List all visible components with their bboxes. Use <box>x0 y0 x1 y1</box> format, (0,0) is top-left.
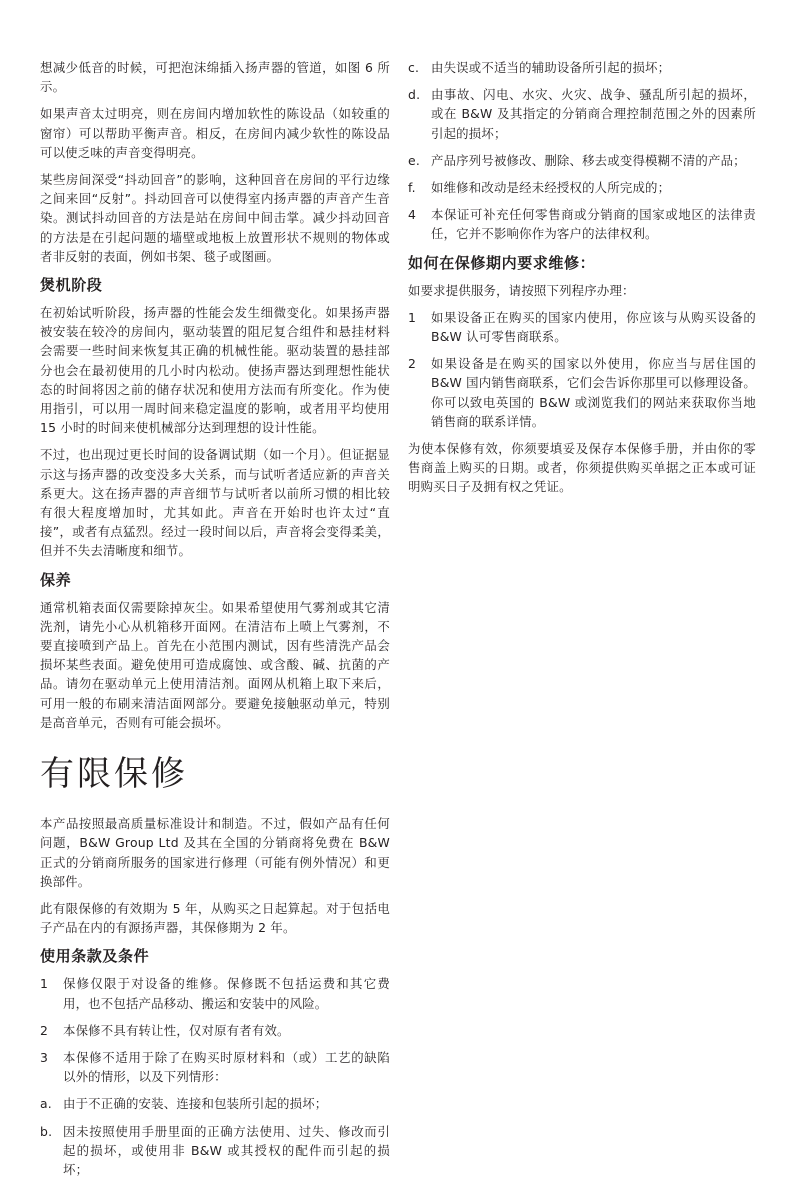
list-item-text: 如果设备正在购买的国家内使用，你应该与从购买设备的 B&W 认可零售商联系。 <box>431 309 756 345</box>
terms-list-continued <box>408 58 756 244</box>
list-item <box>408 85 756 143</box>
paragraph-closing: 为使本保修有效，你须要填妥及保存本保修手册，并由你的零售商盖上购买的日期。或者，你须提供购买单据之正本或可证明购买日子及拥有权之凭证。 <box>408 441 756 495</box>
paragraph-foam-bung: 想减少低音的时候，可把泡沫绵插入扬声器的管道，如图 6 所示。 <box>40 60 390 95</box>
paragraph-flutter-echo: 某些房间深受“抖动回音”的影响，这种回音在房间的平行边缘之间来回“反射”。抖动回音可以使得室内扬声器的声音产生音染。测试抖动回音的方法是站在房间中间击掌。减少抖动回音的方法是在引起问题的墙壁或地板上放置形状不规则的物体或者非反射的表面，例如书架、毯子或图画。 <box>40 172 390 264</box>
list-item-text: 如果设备是在购买的国家以外使用，你应当与居住国的 B&W 国内销售商联系，它们会告诉你那里可以修理设备。你可以致电英国的 B&W 或浏览我们的网站来获取你当地销售商的联系详情。 <box>431 356 756 429</box>
list-item-text: 本保证可补充任何零售商或分销商的国家或地区的法律责任，它并不影响你作为客户的法律权利。 <box>431 207 756 242</box>
list-marker: b. <box>40 1123 53 1139</box>
list-marker: c. <box>408 60 420 75</box>
list-marker: 1 <box>408 309 417 325</box>
list-marker: 4 <box>408 207 417 223</box>
list-marker: 2 <box>408 356 417 372</box>
paragraph-bright-sound: 如果声音太过明亮，则在房间内增加软性的陈设品（如较重的窗帘）可以帮助平衡声音。相反，在房间内减少软性的陈设品可以使乏味的声音变得明亮。 <box>40 106 390 160</box>
right-column <box>408 58 756 505</box>
list-item <box>408 151 756 170</box>
list-item <box>408 58 756 77</box>
list-marker: f. <box>408 180 416 196</box>
list-item <box>408 354 756 431</box>
claim-steps-list <box>408 308 756 431</box>
paragraph-burn-in-1: 在初始试听阶段，扬声器的性能会发生细微变化。如果扬声器被安装在较冷的房间内，驱动装置的阻尼复合组件和悬挂材料会需要一些时间来恢复其正确的机械性能。驱动装置的悬挂部分也会在最初使用的几小时内松动。使扬声器达到理想性能状态的时间将因之前的储存状况和使用方法而有所变化。作为使用指引，可以用一周时间来稳定温度的影响，或者用平均使用 15 小时的时间来使机械部分达到理想的设计性能。 <box>40 305 390 436</box>
heading-burn-in: 煲机阶段 <box>40 276 103 295</box>
terms-list <box>40 974 390 1179</box>
list-item-text: 保修仅限于对设备的维修。保修既不包括运费和其它费用，也不包括产品移动、搬运和安装中的风险。 <box>63 976 390 1011</box>
list-item <box>408 205 756 243</box>
paragraph-warranty-2: 此有限保修的有效期为 5 年，从购买之日起算起。对于包括电子产品在内的有源扬声器，其保修期为 2 年。 <box>40 900 390 936</box>
list-item-text: 本保修不具有转让性，仅对原有者有效。 <box>63 1022 290 1038</box>
paragraph-care: 通常机箱表面仅需要除掉灰尘。如果希望使用气雾剂或其它清洗剂，请先小心从机箱移开面网。在清洁布上喷上气雾剂，不要直接喷到产品上。首先在小范围内测试，因有些清洗产品会损坏某些表面。避免使用可造成腐蚀、或含酸、碱、抗菌的产品。请勿在驱动单元上使用清洁剂。面网从机箱上取下来后，可用一般的布刷来清洁面网部分。要避免接触驱动单元，特别是高音单元，否则有可能会损坏。 <box>40 599 390 730</box>
list-item-text: 本保修不适用于除了在购买时原材料和（或）工艺的缺陷以外的情形，以及下列情形： <box>63 1049 390 1085</box>
list-item-text: 产品序列号被修改、删除、移去或变得模糊不清的产品； <box>431 152 746 168</box>
list-item <box>408 308 756 346</box>
paragraph-claim-intro: 如要求提供服务，请按照下列程序办理： <box>408 282 635 298</box>
list-item <box>40 1094 390 1113</box>
list-item-text: 由于不正确的安装、连接和包装所引起的损坏； <box>63 1096 328 1112</box>
list-item <box>40 974 390 1012</box>
list-item <box>40 1021 390 1040</box>
list-item <box>40 1048 390 1086</box>
paragraph-warranty-1: 本产品按照最高质量标准设计和制造。不过，假如产品有任何问题，B&W Group Ltd 及其在全国的分销商将免费在 B&W 正式的分销商所服务的国家进行修理（可能有例外情况）和更换部件。 <box>40 816 390 889</box>
list-marker: 2 <box>40 1022 49 1038</box>
heading-claim: 如何在保修期内要求维修： <box>408 253 596 272</box>
list-item-text: 由事故、闪电、水灾、火灾、战争、骚乱所引起的损坏，或在 B&W 及其指定的分销商合理控制范围之外的因素所引起的损坏； <box>431 87 756 141</box>
list-item-text: 因未按照使用手册里面的正确方法使用、过失、修改而引起的损坏，或使用非 B&W 或其授权的配件而引起的损坏； <box>63 1123 390 1177</box>
list-marker: 1 <box>40 976 49 992</box>
list-item-text: 由失误或不适当的辅助设备所引起的损坏； <box>431 60 671 75</box>
list-item <box>40 1122 390 1180</box>
paragraph-burn-in-2: 不过，也出现过更长时间的设备调试期（如一个月）。但证据显示这与扬声器的改变没多大关系，而与试听者适应新的声音关系更大。这在扬声器的声音细节与试听者以前所习惯的相比较有很大程度增加时，尤其如此。声音在开始时也许太过“直接”，或者有点猛烈。经过一段时间以后，声音将会变得柔美，但并不失去清晰度和细节。 <box>40 447 390 559</box>
left-column <box>40 58 390 1187</box>
list-marker: d. <box>408 87 421 103</box>
list-item <box>408 178 756 197</box>
list-marker: a. <box>40 1096 52 1112</box>
list-marker: e. <box>408 152 420 168</box>
list-marker: 3 <box>40 1049 49 1065</box>
heading-terms: 使用条款及条件 <box>40 947 150 966</box>
heading-care: 保养 <box>40 570 72 589</box>
heading-limited-warranty: 有限保修 <box>40 754 188 795</box>
list-item-text: 如维修和改动是经未经授权的人所完成的； <box>431 180 671 196</box>
